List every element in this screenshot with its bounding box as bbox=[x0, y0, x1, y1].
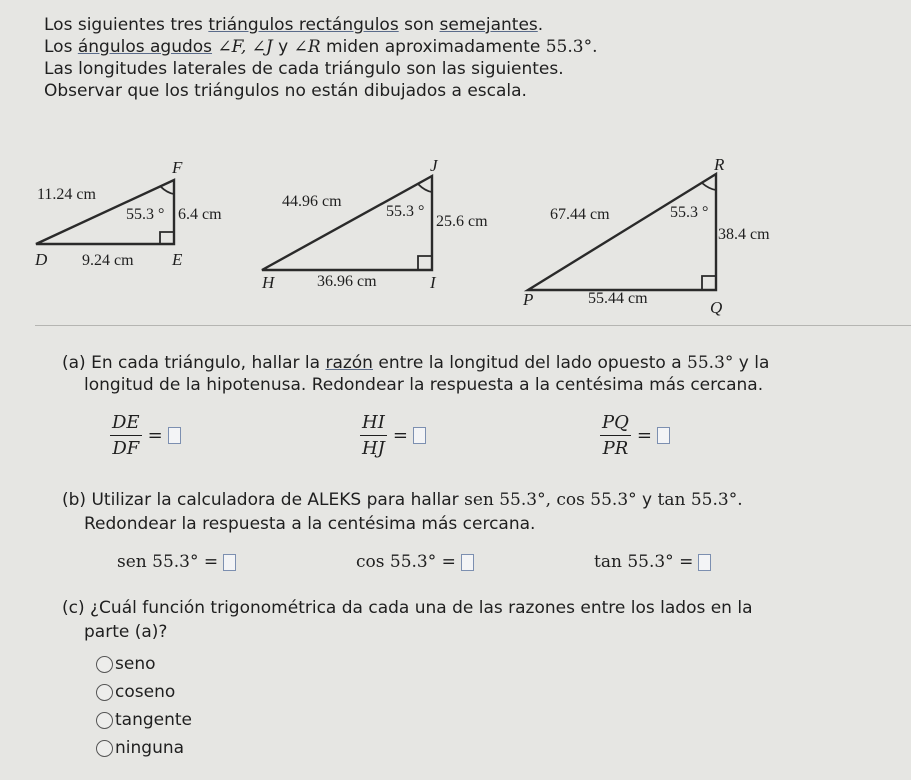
fraction-pq-pr: $\frac{PQ}{PR}$ = bbox=[600, 412, 670, 459]
answer-box-sen[interactable] bbox=[223, 554, 236, 571]
t1-hypotenuse-label: 11.24 cm bbox=[37, 186, 96, 203]
t2-angle-label: 55.3 ° bbox=[386, 203, 425, 220]
triangle-diagrams bbox=[0, 0, 911, 330]
triangle-pqr bbox=[528, 174, 716, 290]
vertex-i: I bbox=[430, 273, 436, 292]
option-coseno[interactable]: coseno bbox=[96, 682, 175, 702]
link-triangulos-rectangulos[interactable]: triángulos rectángulos bbox=[208, 15, 399, 35]
t2-hypotenuse-label: 44.96 cm bbox=[282, 193, 342, 210]
option-seno[interactable]: seno bbox=[96, 654, 156, 674]
t1-opposite-label: 6.4 cm bbox=[178, 206, 222, 223]
equation-tan: tan 55.3° = bbox=[594, 552, 711, 572]
vertex-j: J bbox=[430, 156, 438, 175]
link-razon[interactable]: razón bbox=[325, 353, 373, 373]
intro-line-4: Observar que los triángulos no están dibujados a escala. bbox=[44, 81, 527, 101]
t3-hypotenuse-label: 67.44 cm bbox=[550, 206, 610, 223]
vertex-r: R bbox=[714, 155, 725, 174]
link-angulos-agudos[interactable]: ángulos agudos bbox=[77, 37, 213, 57]
t2-adjacent-label: 36.96 cm bbox=[317, 273, 377, 290]
part-a-text: (a) En cada triángulo, hallar la razón entre la longitud del lado opuesto a 55.3° y la longitud de la hipotenusa. Redondear la respuesta a la centésima más cercana. bbox=[62, 353, 770, 395]
intro-line-2: Los ángulos agudos ∠F, ∠J y ∠R miden aproximadamente 55.3°. bbox=[44, 37, 598, 57]
angle-value: 55.3°. bbox=[545, 37, 598, 57]
link-semejantes[interactable]: semejantes bbox=[439, 15, 538, 35]
radio-coseno[interactable] bbox=[96, 684, 113, 701]
option-tangente[interactable]: tangente bbox=[96, 710, 192, 730]
angles-fj: ∠F, ∠J bbox=[217, 37, 273, 57]
part-b-text: (b) Utilizar la calculadora de ALEKS para hallar sen 55.3°, cos 55.3° y tan 55.3°. Redondear la respuesta a la centésima más cercana. bbox=[62, 490, 743, 534]
option-ninguna[interactable]: ninguna bbox=[96, 738, 184, 758]
vertex-h: H bbox=[262, 273, 275, 292]
intro-line-3: Las longitudes laterales de cada triángulo son las siguientes. bbox=[44, 59, 564, 79]
answer-box-cos[interactable] bbox=[461, 554, 474, 571]
vertex-d: D bbox=[35, 250, 48, 269]
vertex-p: P bbox=[523, 290, 534, 309]
right-angle-mark-q bbox=[702, 276, 716, 290]
right-angle-mark-e bbox=[160, 232, 174, 244]
intro-line-1: Los siguientes tres triángulos rectángulos son semejantes. bbox=[44, 15, 544, 35]
angle-arc-j bbox=[418, 184, 432, 192]
angle-r: ∠R bbox=[293, 37, 321, 57]
t3-opposite-label: 38.4 cm bbox=[718, 226, 770, 243]
t1-angle-label: 55.3 ° bbox=[126, 206, 165, 223]
right-angle-mark-i bbox=[418, 256, 432, 270]
angle-arc-r bbox=[702, 183, 716, 190]
answer-box-tan[interactable] bbox=[698, 554, 711, 571]
vertex-q: Q bbox=[710, 298, 723, 317]
fraction-hi-hj: $\frac{HI}{HJ}$ = bbox=[360, 412, 426, 459]
answer-box-de-df[interactable] bbox=[168, 427, 181, 444]
t3-adjacent-label: 55.44 cm bbox=[588, 290, 648, 307]
t1-adjacent-label: 9.24 cm bbox=[82, 252, 134, 269]
answer-box-pq-pr[interactable] bbox=[657, 427, 670, 444]
triangle-hij bbox=[262, 176, 432, 270]
divider bbox=[35, 325, 911, 326]
equation-cos: cos 55.3° = bbox=[356, 552, 474, 572]
t3-angle-label: 55.3 ° bbox=[670, 204, 709, 221]
radio-tangente[interactable] bbox=[96, 712, 113, 729]
part-c-text: (c) ¿Cuál función trigonométrica da cada una de las razones entre los lados en la parte (a)? bbox=[62, 598, 753, 642]
t2-opposite-label: 25.6 cm bbox=[436, 213, 488, 230]
answer-box-hi-hj[interactable] bbox=[413, 427, 426, 444]
vertex-e: E bbox=[172, 250, 183, 269]
radio-seno[interactable] bbox=[96, 656, 113, 673]
angle-arc-f bbox=[160, 186, 174, 194]
vertex-f: F bbox=[172, 158, 183, 177]
radio-ninguna[interactable] bbox=[96, 740, 113, 757]
fraction-de-df: $\frac{DE}{DF}$ = bbox=[110, 412, 181, 459]
equation-sen: sen 55.3° = bbox=[117, 552, 236, 572]
